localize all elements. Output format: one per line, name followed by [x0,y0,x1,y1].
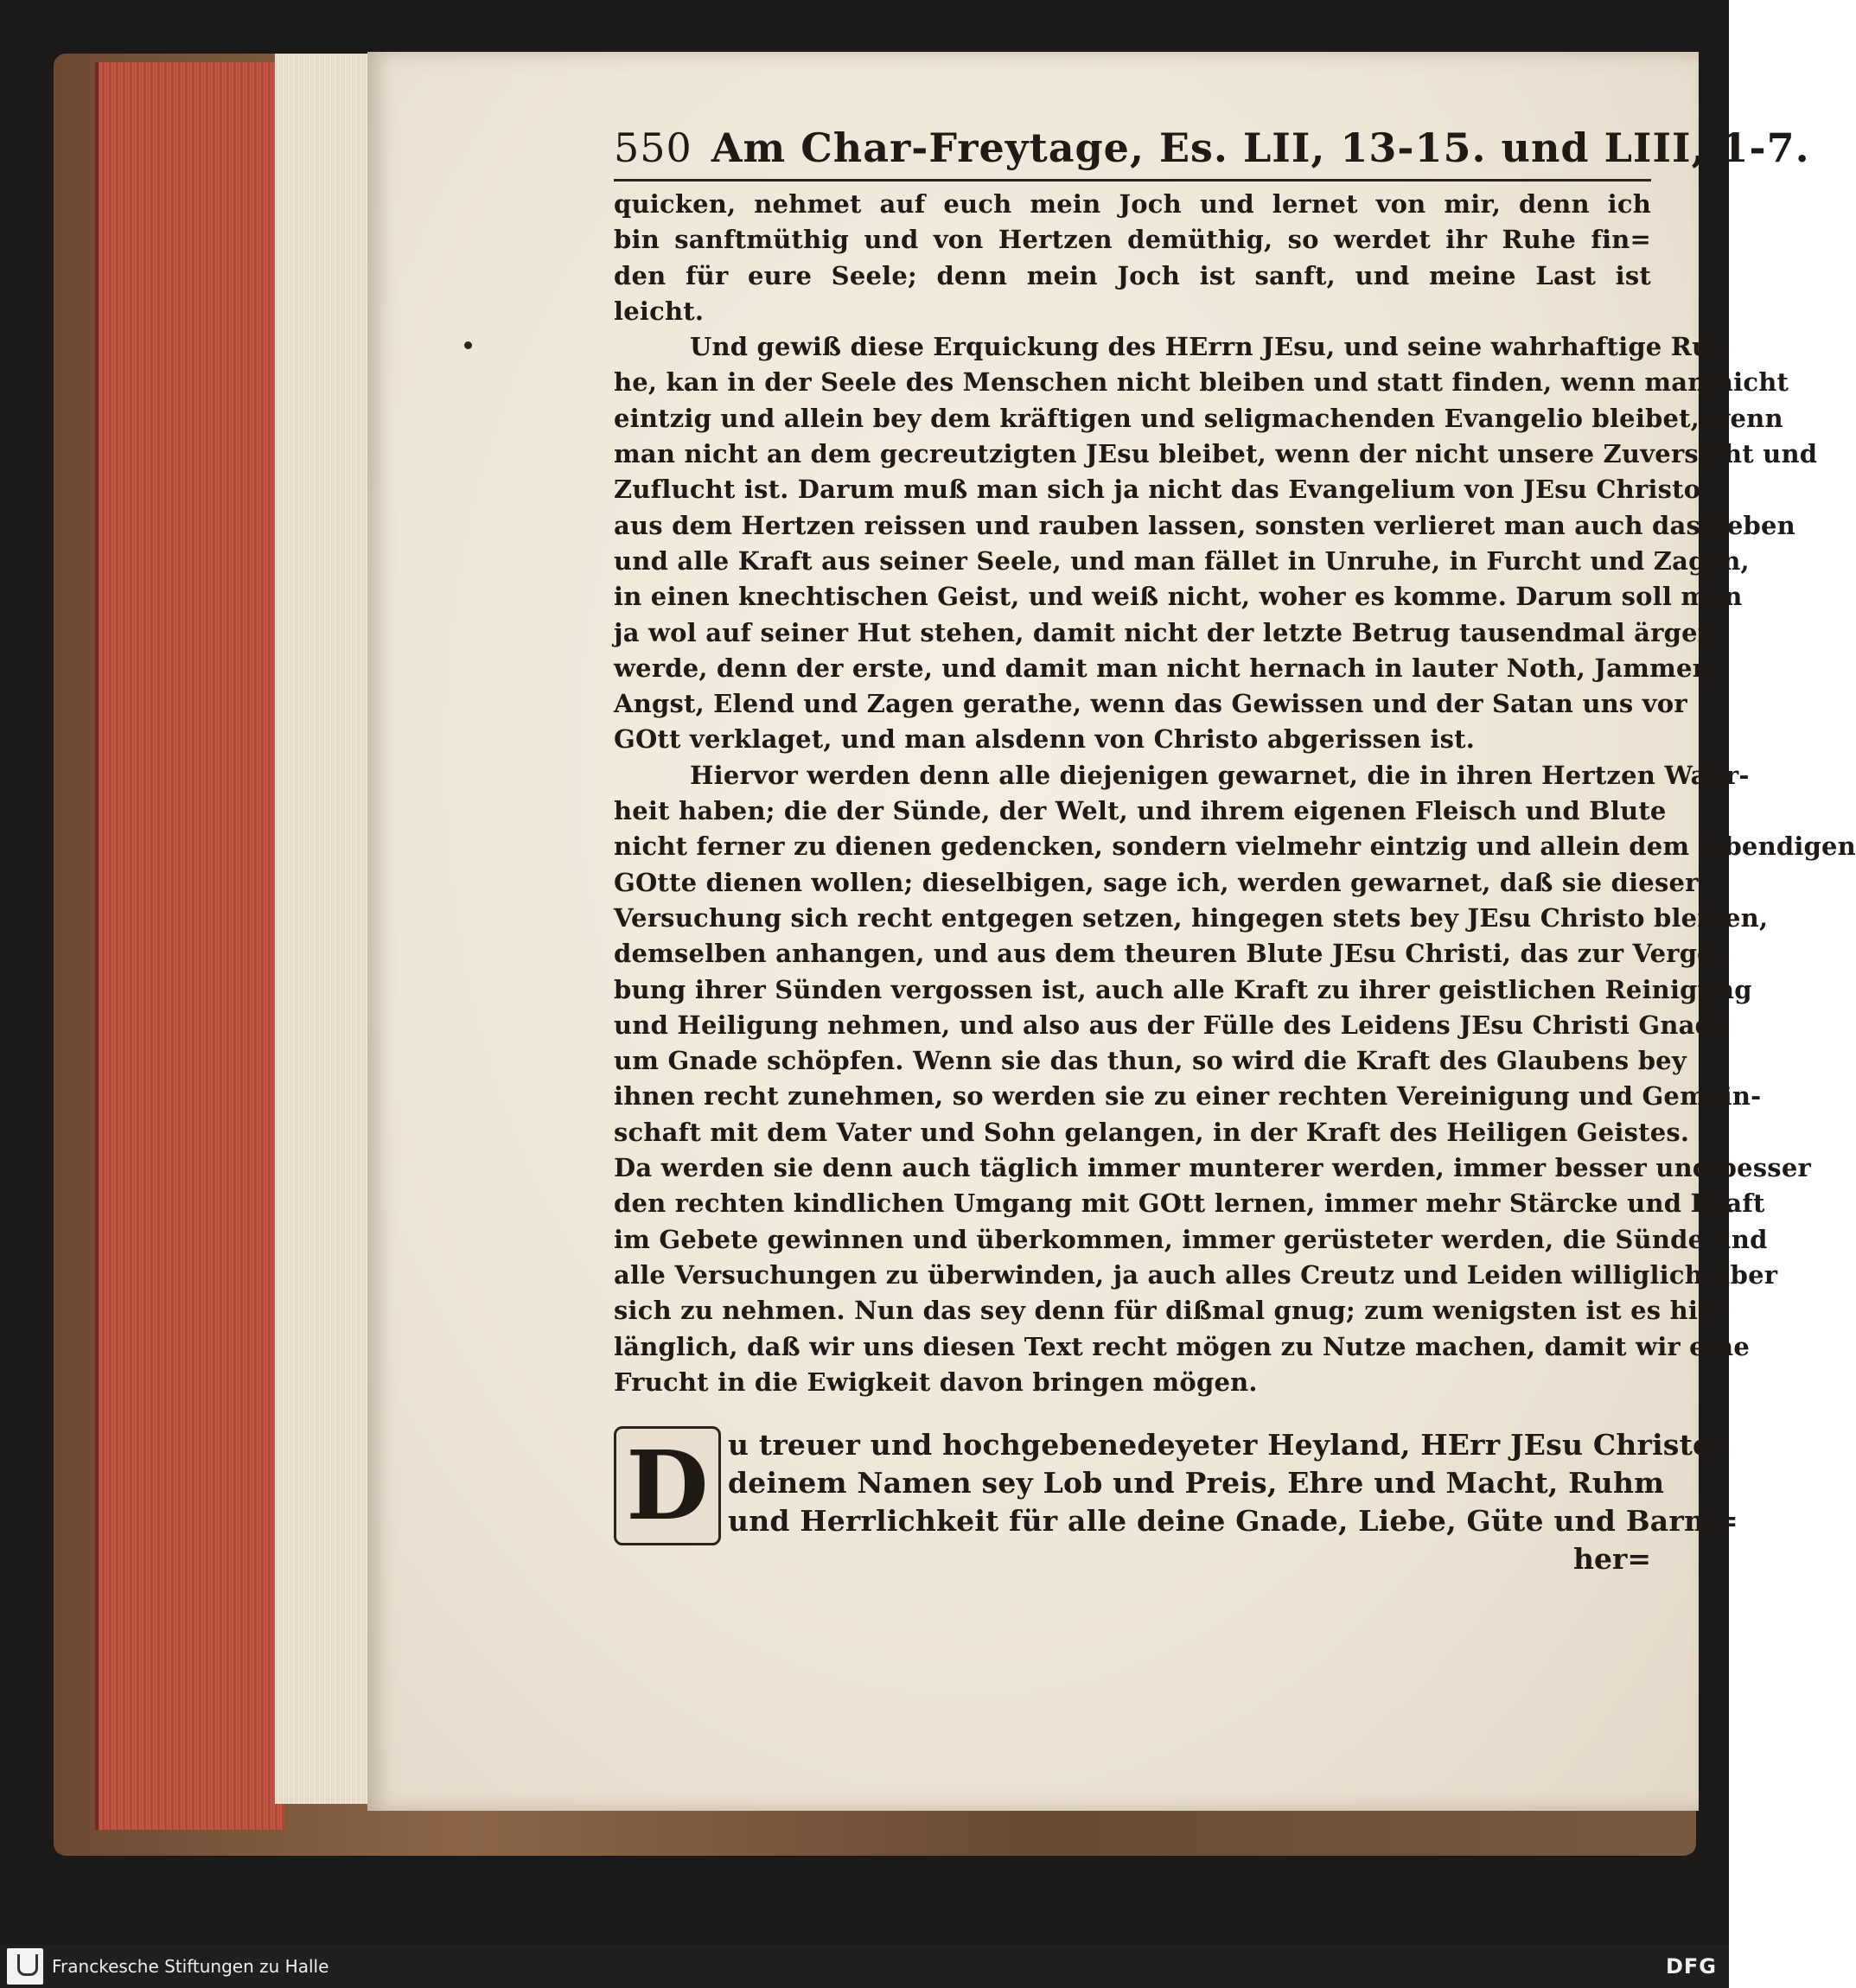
text-line: aus dem Hertzen reissen und rauben lassen, sonsten verlieret man auch das Leben [614,510,1795,540]
text-line: ihnen recht zunehmen, so werden sie zu einer rechten Vereinigung und Gemein- [614,1081,1762,1112]
text-line: Hiervor werden denn alle diejenigen gewarnet, die in ihren Hertzen Wahr- [690,760,1750,790]
page-number: 550 [614,124,692,171]
footer-bar [0,1945,1729,1988]
text-line: Und gewiß diese Erquickung des HErrn JEsu, und seine wahrhaftige Ru- [690,332,1721,362]
text-line: heit haben; die der Sünde, der Welt, und ihrem eigenen Fleisch und Blute [614,796,1667,826]
catchword: her= [1572,1542,1651,1577]
text-line: Versuchung sich recht entgegen setzen, hingegen stets bey JEsu Christo bleiben, [614,902,1769,933]
text-line: quicken, nehmet auf euch mein Joch und lernet von mir, denn ich [614,189,1651,219]
text-line: um Gnade schöpfen. Wenn sie das thun, so wird die Kraft des Glaubens bey [614,1046,1687,1076]
text-line: den für eure Seele; denn mein Joch ist sanft, und meine Last ist [614,260,1651,290]
text-line: im Gebete gewinnen und überkommen, immer gerüsteter werden, die Sünde und [614,1224,1768,1254]
dfg-logo: DFG [1665,1954,1717,1978]
text-line: GOtt verklaget, und man alsdenn von Christo abgerissen ist. [614,724,1476,755]
text-line: länglich, daß wir uns diesen Text recht mögen zu Nutze machen, damit wir eine [614,1331,1750,1361]
ink-speck [464,341,472,349]
text-line: bin sanftmüthig und von Hertzen demüthig, so werdet ihr Ruhe fin= [614,225,1651,255]
text-line: sich zu nehmen. Nun das sey denn für dißmal gnug; zum wenigsten ist es hin- [614,1296,1727,1326]
running-head-title: Am Char-Freytage, Es. LII, 13-15. und LIII, 1-7. [711,124,1810,171]
institution-logo-icon [7,1948,43,1985]
text-line: und alle Kraft aus seiner Seele, und man fället in Unruhe, in Furcht und Zagen, [614,545,1750,576]
text-line: bung ihrer Sünden vergossen ist, auch alle Kraft zu ihrer geistlichen Reinigung [614,974,1752,1004]
text-line: alle Versuchungen zu überwinden, ja auch alles Creutz und Leiden williglich über [614,1259,1778,1290]
text-line: in einen knechtischen Geist, und weiß nicht, woher es komme. Darum soll man [614,582,1743,612]
text-line: werde, denn der erste, und damit man nicht hernach in lauter Noth, Jammer, [614,653,1713,683]
running-head [614,117,1810,182]
prayer-line: und Herrlichkeit für alle deine Gnade, Liebe, Güte und Barm= [728,1504,1738,1539]
text-line: Da werden sie denn auch täglich immer munterer werden, immer besser und besser [614,1153,1811,1183]
text-line: eintzig und allein bey dem kräftigen und seligmachenden Evangelio bleibet, wenn [614,403,1783,433]
red-page-edges [95,62,284,1830]
text-line: he, kan in der Seele des Menschen nicht bleiben und statt finden, wenn man nicht [614,367,1789,398]
prayer-line: deinem Namen sey Lob und Preis, Ehre und Macht, Ruhm [728,1466,1665,1501]
prayer-line: u treuer und hochgebenedeyeter Heyland, HErr JEsu Christe, [728,1428,1721,1462]
body-text [614,187,1856,1400]
prayer-section [614,1426,1738,1578]
decorated-initial: D [614,1426,721,1545]
text-line: Frucht in die Ewigkeit davon bringen mögen. [614,1367,1258,1397]
text-line: Zuflucht ist. Darum muß man sich ja nicht das Evangelium von JEsu Christo [614,475,1701,505]
page-text-block [614,117,1856,1578]
page-stack [275,54,372,1804]
text-line: und Heiligung nehmen, und also aus der Fülle des Leidens JEsu Christi Gnade [614,1010,1729,1040]
text-line: leicht. [614,296,705,326]
institution-name: Franckesche Stiftungen zu Halle [52,1956,329,1977]
text-line: GOtte dienen wollen; dieselbigen, sage ich, werden gewarnet, daß sie dieser [614,867,1699,897]
text-line: ja wol auf seiner Hut stehen, damit nicht der letzte Betrug tausendmal ärger [614,617,1712,647]
text-line: man nicht an dem gecreutzigten JEsu bleibet, wenn der nicht unsere Zuversicht und [614,439,1818,469]
text-line: demselben anhangen, und aus dem theuren Blute JEsu Christi, das zur Verge- [614,939,1725,969]
text-line: schaft mit dem Vater und Sohn gelangen, in der Kraft des Heiligen Geistes. [614,1117,1690,1147]
text-line: Angst, Elend und Zagen gerathe, wenn das Gewissen und der Satan uns vor [614,689,1687,719]
prayer-text [728,1426,1738,1540]
text-line: den rechten kindlichen Umgang mit GOtt lernen, immer mehr Stärcke und Kraft [614,1188,1765,1219]
text-line: nicht ferner zu dienen gedencken, sondern vielmehr eintzig und allein dem lebendigen [614,832,1856,862]
